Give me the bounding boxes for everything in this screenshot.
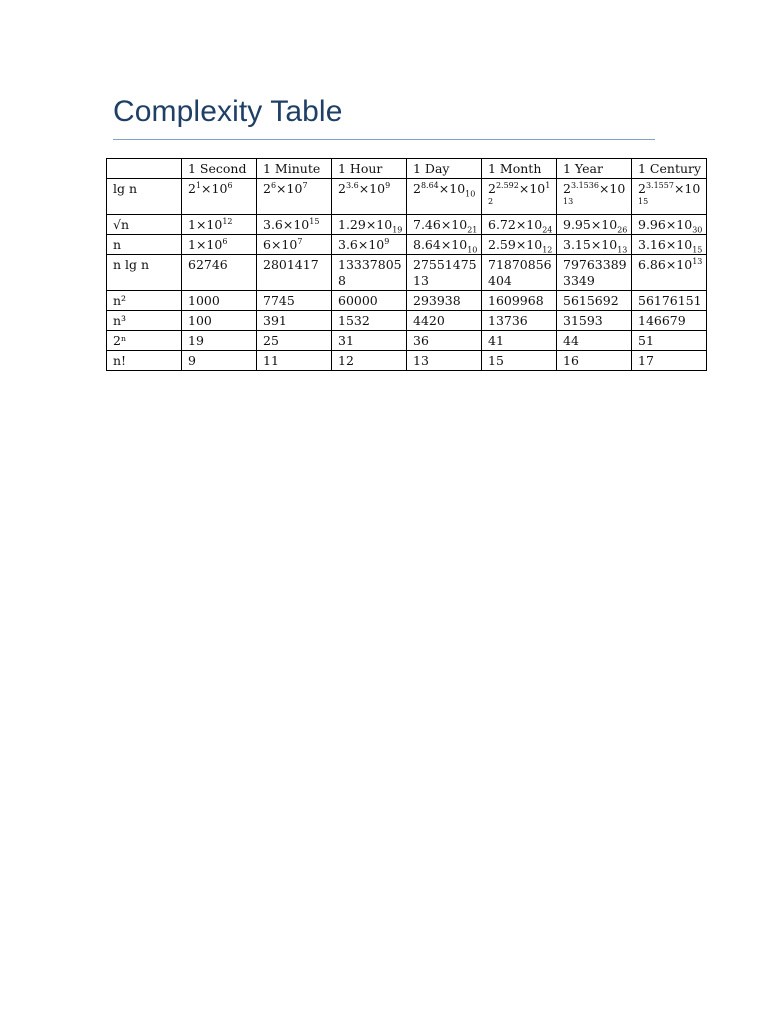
table-row [107,291,707,311]
table-cell: 1000 [182,291,257,311]
table-cell: 17 [632,351,707,371]
table-cell: $6.86\times 10^{13}$ [632,255,707,291]
complexity-table [106,158,707,371]
table-row [107,235,707,255]
table-cell: $8.64\times 10_{10}$ [407,235,482,255]
table-cell: $2^{3.1536}\times 10^{13}$ [557,179,632,215]
table-cell: $6.72\times 10_{24}$ [482,215,557,235]
table-cell: 51 [632,331,707,351]
row-label: n [107,235,182,255]
page-title: Complexity Table [113,95,343,128]
table-cell: $3.15\times 10_{13}$ [557,235,632,255]
table-cell: $1\times 10^{12}$ [182,215,257,235]
table-cell: $9.95\times 10_{26}$ [557,215,632,235]
row-label: n² [107,291,182,311]
row-label: n lg n [107,255,182,291]
column-header-1-minute: 1 Minute [257,159,332,179]
table-cell: 1609968 [482,291,557,311]
table-cell: 100 [182,311,257,331]
table-cell: 2801417 [257,255,332,291]
column-header-1-day: 1 Day [407,159,482,179]
corner-cell [107,159,182,179]
table-cell: 1532 [332,311,407,331]
table-cell: 391 [257,311,332,331]
table-cell: $2^{8.64}\times 10_{10}$ [407,179,482,215]
table-cell: 41 [482,331,557,351]
table-cell: 12 [332,351,407,371]
table-cell: 16 [557,351,632,371]
table-row [107,255,707,291]
table-cell: 4420 [407,311,482,331]
table-cell: $3.16\times 10_{15}$ [632,235,707,255]
row-label: lg n [107,179,182,215]
table-row [107,331,707,351]
table-cell: 2755147513 [407,255,482,291]
row-label: √n [107,215,182,235]
table-cell: 19 [182,331,257,351]
table-cell: 15 [482,351,557,371]
column-header-1-hour: 1 Hour [332,159,407,179]
table-cell: $2^{3.6}\times 10^9$ [332,179,407,215]
table-cell: $2.59\times 10_{12}$ [482,235,557,255]
table-cell: 146679 [632,311,707,331]
table-cell: $1\times 10^6$ [182,235,257,255]
table-cell: 797633893349 [557,255,632,291]
table-cell: $7.46\times 10_{21}$ [407,215,482,235]
table-cell: 5615692 [557,291,632,311]
table-row [107,215,707,235]
table-cell: $2^{2.592}\times 10^{12}$ [482,179,557,215]
table-cell: 60000 [332,291,407,311]
table-cell: $2^6\times 10^7$ [257,179,332,215]
table-cell: 56176151 [632,291,707,311]
table-row [107,179,707,215]
column-header-1-year: 1 Year [557,159,632,179]
table-cell: $3.6\times 10^9$ [332,235,407,255]
table-cell: 31593 [557,311,632,331]
row-label: 2ⁿ [107,331,182,351]
table-cell: $9.96\times 10_{30}$ [632,215,707,235]
table-header-row [107,159,707,179]
row-label: n! [107,351,182,371]
table-cell: 293938 [407,291,482,311]
title-divider [113,139,655,140]
column-header-1-second: 1 Second [182,159,257,179]
table-cell: $6\times 10^7$ [257,235,332,255]
table-row [107,351,707,371]
table-cell: 25 [257,331,332,351]
table-cell: $1.29\times 10_{19}$ [332,215,407,235]
table-cell: 44 [557,331,632,351]
table-cell: 71870856404 [482,255,557,291]
table-cell: 7745 [257,291,332,311]
table-cell: 62746 [182,255,257,291]
column-header-1-month: 1 Month [482,159,557,179]
table-cell: 13 [407,351,482,371]
row-label: n³ [107,311,182,331]
table-cell: 31 [332,331,407,351]
table-cell: $2^1\times 10^6$ [182,179,257,215]
table-cell: $3.6\times 10^{15}$ [257,215,332,235]
table-cell: 36 [407,331,482,351]
table-cell: 9 [182,351,257,371]
column-header-1-century: 1 Century [632,159,707,179]
table-cell: $2^{3.1557}\times 10^{15}$ [632,179,707,215]
table-cell: 13736 [482,311,557,331]
table-row [107,311,707,331]
table-cell: 133378058 [332,255,407,291]
table-cell: 11 [257,351,332,371]
